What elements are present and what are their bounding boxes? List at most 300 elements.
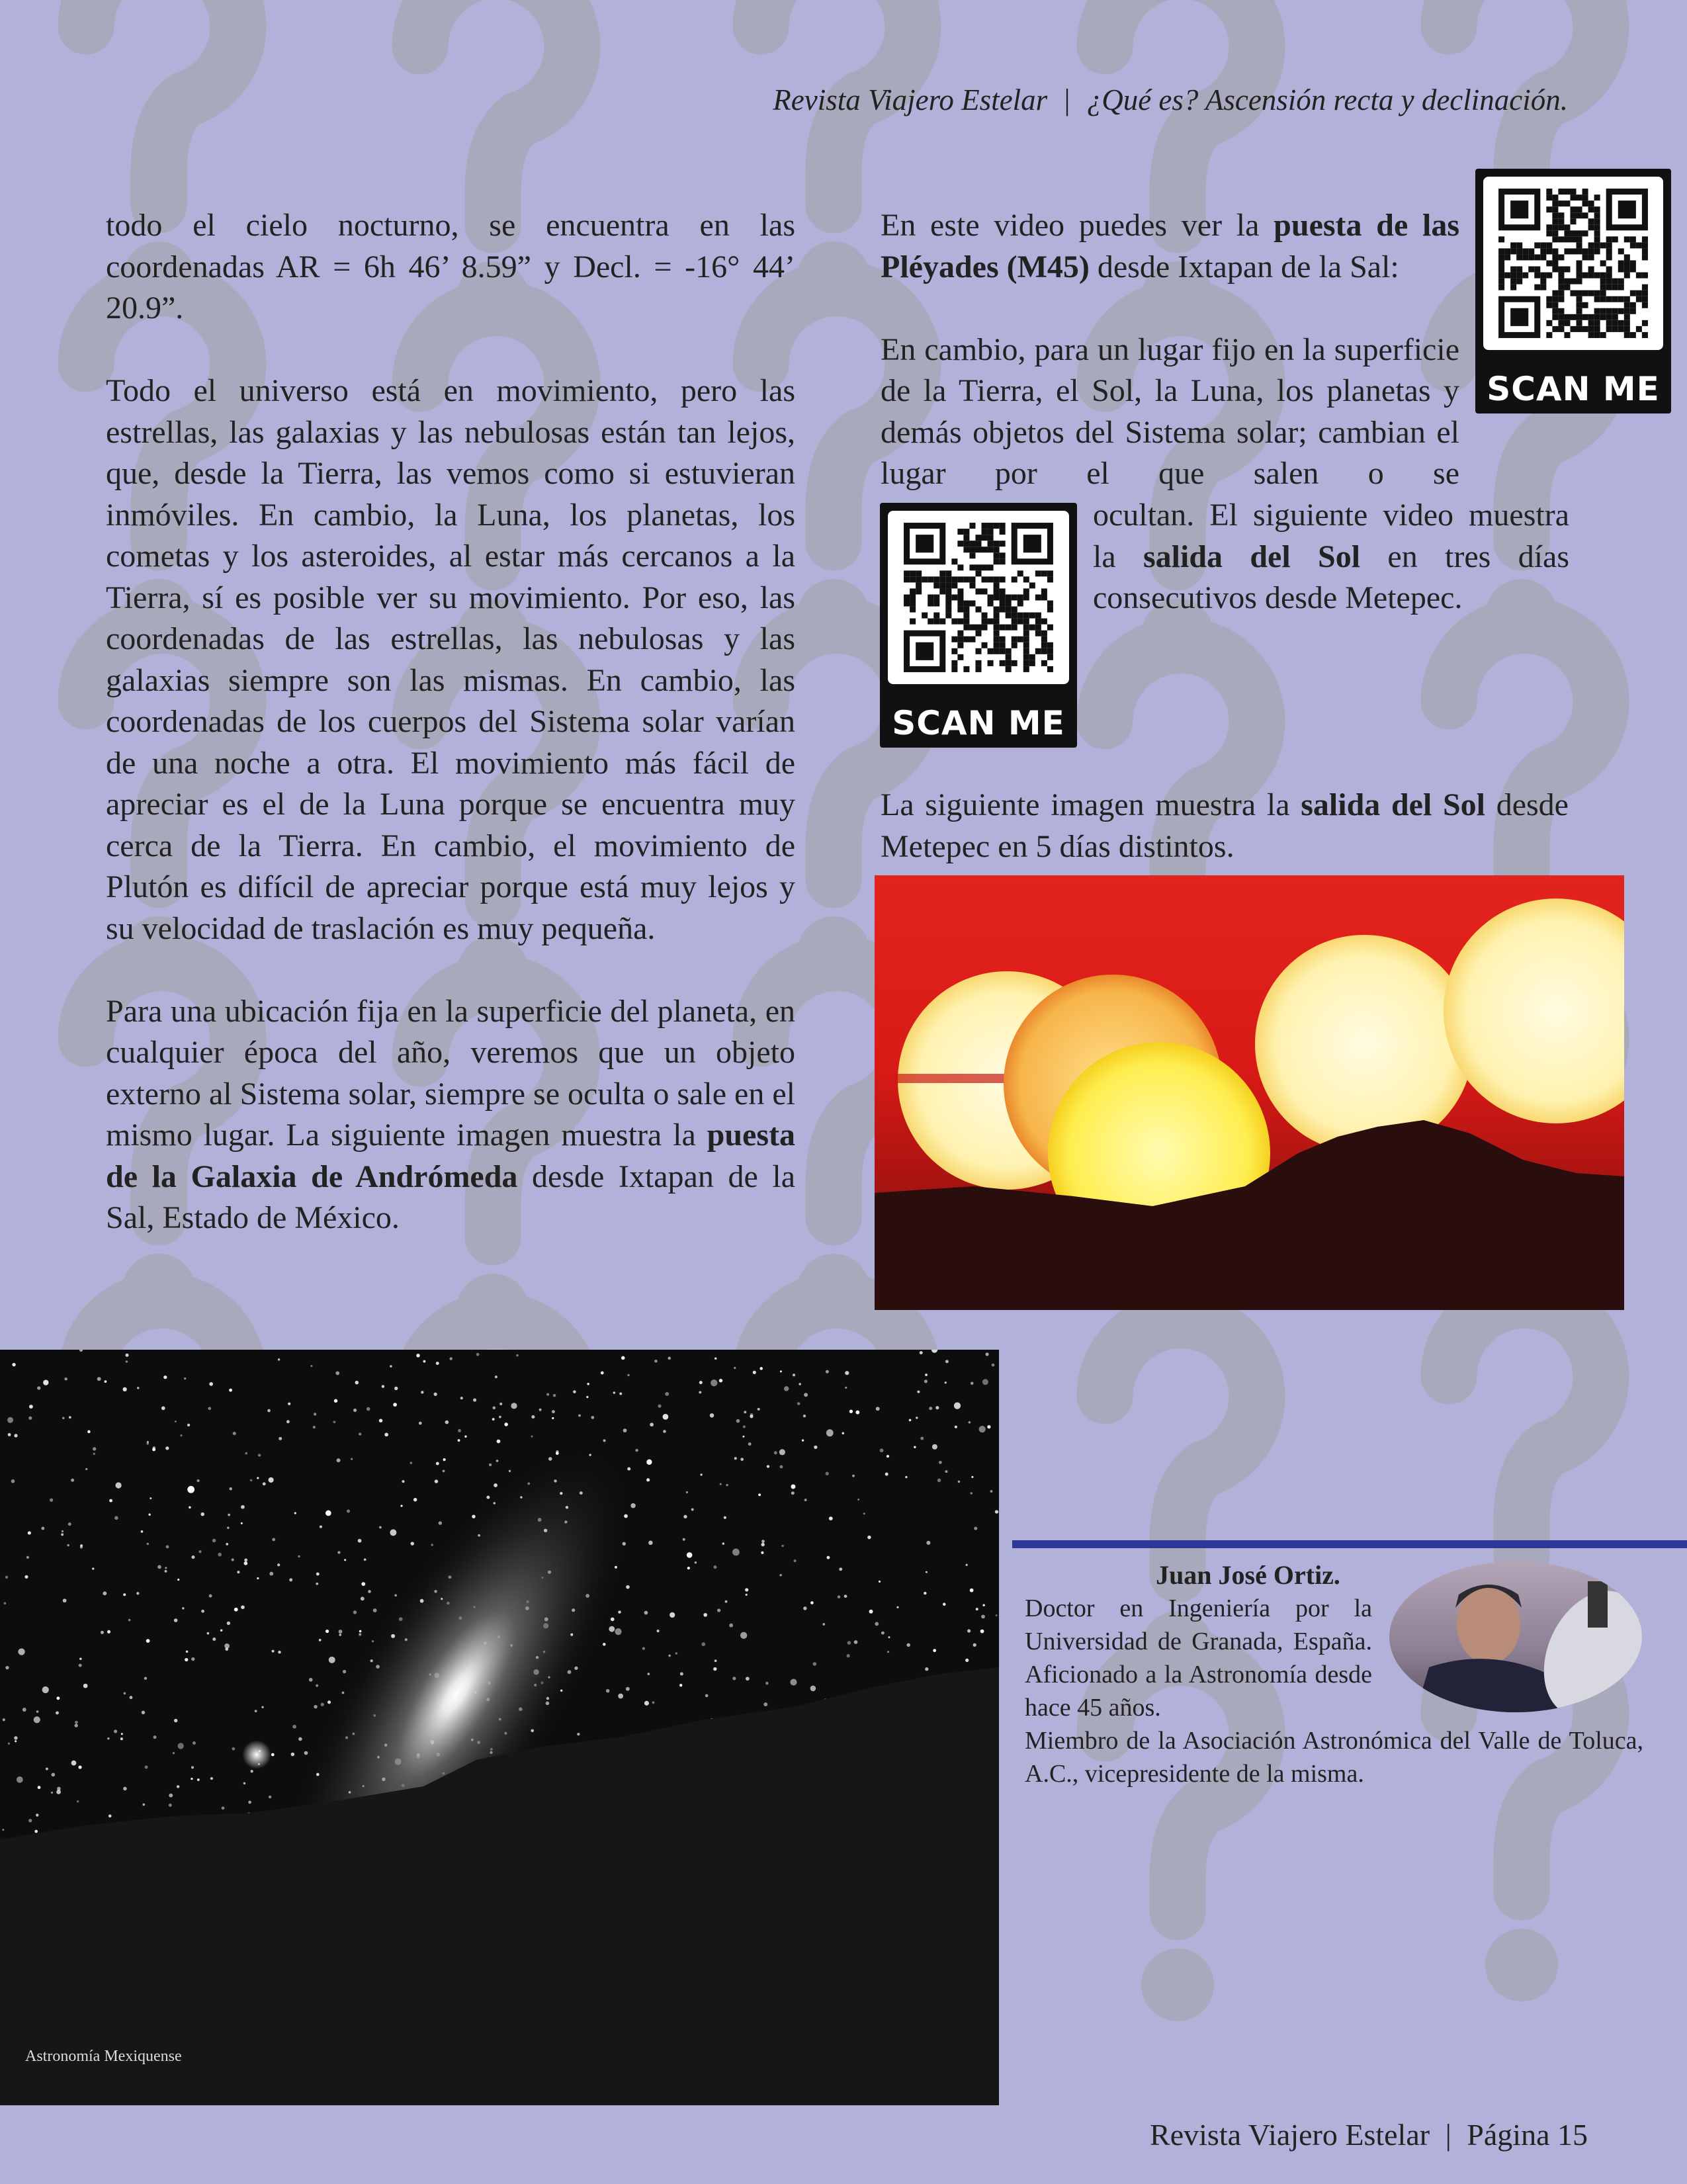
scan-me-label: SCAN ME	[892, 704, 1065, 742]
star	[577, 1733, 580, 1735]
star	[630, 1503, 635, 1508]
star	[680, 1672, 683, 1675]
star	[291, 1753, 294, 1756]
star	[161, 1406, 165, 1410]
star	[212, 1638, 216, 1641]
star	[413, 1498, 417, 1501]
star	[969, 1421, 971, 1424]
star	[24, 1575, 28, 1579]
star	[621, 1356, 625, 1360]
sunrise-metepec-image	[875, 875, 1624, 1310]
star	[36, 1813, 38, 1816]
star	[986, 1352, 989, 1356]
star	[8, 1743, 10, 1745]
star	[732, 1549, 740, 1556]
qr-code-pleiades-video[interactable]	[1475, 169, 1671, 414]
star	[473, 1399, 476, 1402]
star	[107, 1630, 110, 1634]
star	[855, 1411, 859, 1415]
star	[107, 1737, 109, 1739]
star	[829, 1516, 833, 1520]
star	[3, 1602, 6, 1604]
star	[423, 1360, 425, 1363]
star	[218, 1553, 222, 1557]
sun-disc	[1444, 898, 1624, 1123]
star	[804, 1499, 807, 1501]
star	[344, 1559, 346, 1561]
star	[802, 1439, 804, 1441]
star	[187, 1424, 190, 1426]
star	[932, 1444, 937, 1450]
paragraph	[106, 991, 795, 1239]
star	[189, 1507, 191, 1509]
star	[914, 1446, 916, 1448]
text: desde Metepec en 5 días distintos.	[881, 787, 1569, 864]
satellite-galaxy	[242, 1740, 271, 1769]
star	[626, 1687, 630, 1691]
star	[124, 1692, 126, 1694]
star	[163, 1376, 167, 1379]
star	[992, 1364, 995, 1367]
star	[695, 1561, 697, 1563]
star	[644, 1701, 649, 1706]
star	[11, 1479, 15, 1483]
star	[615, 1628, 621, 1635]
star	[141, 1530, 144, 1533]
star	[648, 1673, 650, 1675]
star	[925, 1374, 928, 1376]
star	[665, 1392, 669, 1396]
star	[852, 1475, 855, 1477]
star	[227, 1527, 229, 1529]
star	[982, 1604, 984, 1606]
star	[93, 1453, 95, 1455]
star	[740, 1632, 747, 1639]
star	[736, 1419, 740, 1423]
star	[64, 1377, 67, 1381]
star	[103, 1591, 107, 1595]
star	[314, 1413, 316, 1415]
star	[210, 1777, 213, 1780]
star	[765, 1682, 769, 1685]
star	[556, 1450, 558, 1453]
star	[699, 1381, 703, 1384]
star	[207, 1632, 210, 1635]
star	[373, 1608, 377, 1612]
star	[458, 1429, 461, 1432]
star	[887, 1651, 889, 1653]
star	[845, 1371, 849, 1375]
star	[813, 1662, 817, 1666]
star	[499, 1403, 502, 1405]
paragraph: Todo el universo está en movimiento, pero las estrellas, las galaxias y las nebulosas están tan lejos, que, desde la Tierra, las vemos como si estuvieran inmóviles. En cambio, la Luna, los planetas, los cometas y los asteroides, al estar más cercanos a la Tierra, sí es posible ver su movimiento. Por eso, las coordenadas de las estrellas, las nebulosas y las galaxias siempre son las mismas. En cambio, las coordenadas de los cuerpos del Sistema solar varían de una noche a otra. El movimiento más fácil de apreciar es el de la Luna porque se encuentra muy cerca de la Tierra. En cambio, el movimiento de Plutón es difícil de apreciar porque está muy lejos y su velocidad de traslación es muy pequeña.	[106, 373, 795, 946]
star	[145, 1765, 148, 1769]
star	[125, 1354, 128, 1357]
star	[382, 1385, 384, 1387]
star	[220, 1629, 223, 1632]
star	[945, 1470, 948, 1473]
star	[14, 1434, 17, 1437]
star	[69, 1416, 71, 1419]
star	[411, 1542, 414, 1545]
star	[838, 1595, 841, 1598]
star	[939, 1461, 942, 1464]
star	[431, 1544, 433, 1546]
star	[62, 1417, 65, 1419]
star	[743, 1425, 746, 1428]
star	[416, 1354, 419, 1357]
star	[714, 1357, 717, 1360]
star	[316, 1684, 318, 1687]
author-bio-text: Miembro de la Asociación Astronómica del Valle de Toluca, A.C., vicepresidente de la misma.	[1025, 1727, 1643, 1788]
star	[353, 1409, 357, 1412]
text: En este video puedes ver la	[881, 208, 1274, 243]
star	[51, 1773, 55, 1777]
star	[553, 1394, 556, 1397]
star	[184, 1377, 186, 1379]
star	[701, 1642, 705, 1646]
star	[174, 1719, 177, 1722]
star	[603, 1439, 606, 1442]
star	[359, 1432, 361, 1435]
star	[974, 1527, 977, 1530]
star	[675, 1652, 678, 1655]
star	[916, 1417, 918, 1419]
star	[310, 1365, 312, 1367]
star	[539, 1409, 542, 1411]
star	[248, 1801, 251, 1804]
star	[758, 1493, 761, 1496]
star	[784, 1386, 789, 1391]
paragraph	[1093, 495, 1569, 619]
star	[17, 1776, 23, 1783]
bold-text: puesta de la Galaxia de Andrómeda	[106, 1117, 795, 1194]
star	[36, 1710, 39, 1713]
star	[648, 1541, 653, 1546]
star	[197, 1778, 200, 1781]
star	[286, 1420, 290, 1423]
star	[177, 1785, 179, 1788]
star	[725, 1600, 728, 1603]
star	[699, 1391, 701, 1393]
star	[390, 1365, 392, 1368]
star	[114, 1729, 117, 1733]
photo-credit: Astronomía Mexiquense	[25, 2048, 182, 2065]
star	[464, 1436, 466, 1438]
star	[109, 1499, 112, 1503]
sun-disc	[1255, 935, 1473, 1153]
star	[511, 1403, 517, 1409]
star	[646, 1460, 652, 1465]
star	[241, 1605, 245, 1609]
star	[713, 1667, 716, 1671]
star	[319, 1639, 322, 1641]
star	[691, 1508, 694, 1510]
star	[263, 1482, 266, 1485]
star	[810, 1686, 816, 1692]
star	[742, 1436, 744, 1438]
star	[122, 1387, 126, 1391]
star	[439, 1521, 442, 1524]
star	[128, 1619, 131, 1622]
star	[288, 1403, 290, 1405]
star	[981, 1615, 985, 1619]
star	[654, 1360, 658, 1363]
star	[931, 1350, 937, 1353]
star	[364, 1558, 367, 1561]
star	[679, 1684, 682, 1686]
star	[85, 1468, 87, 1470]
star	[492, 1418, 495, 1420]
star	[75, 1724, 78, 1727]
star	[744, 1411, 746, 1413]
page-number: Página 15	[1467, 2118, 1588, 2152]
paragraph: En cambio, para un lugar fijo en la superficie de la Tierra, el Sol, la Luna, los planetas y demás objetos del Sistema solar; cambian el lugar por el que salen o se	[881, 331, 1459, 491]
star	[108, 1814, 112, 1817]
star	[142, 1804, 145, 1806]
star	[78, 1765, 81, 1769]
star	[781, 1545, 784, 1548]
star	[627, 1374, 629, 1376]
star	[62, 1530, 64, 1532]
star	[178, 1743, 184, 1749]
star	[298, 1555, 300, 1557]
star	[943, 1603, 946, 1606]
star	[732, 1677, 736, 1680]
star	[298, 1737, 302, 1741]
star	[926, 1571, 928, 1573]
star	[875, 1622, 879, 1626]
star	[165, 1446, 169, 1450]
qr-code-pattern	[888, 511, 1069, 684]
star	[578, 1415, 581, 1417]
star	[924, 1592, 926, 1594]
star	[174, 1618, 178, 1622]
star	[277, 1563, 280, 1566]
star	[724, 1516, 726, 1519]
star	[292, 1725, 296, 1729]
star	[954, 1403, 961, 1409]
star	[232, 1558, 234, 1561]
star	[967, 1630, 971, 1633]
star	[945, 1360, 949, 1363]
star	[601, 1372, 604, 1375]
star	[849, 1410, 853, 1413]
star	[137, 1387, 139, 1389]
star	[920, 1436, 924, 1440]
star	[979, 1426, 986, 1432]
star	[71, 1761, 77, 1766]
star	[847, 1654, 850, 1657]
star	[627, 1467, 630, 1471]
star	[734, 1367, 736, 1369]
star	[244, 1558, 247, 1561]
star	[278, 1651, 281, 1654]
star	[826, 1429, 834, 1436]
star	[244, 1561, 248, 1565]
star	[435, 1479, 439, 1483]
star	[79, 1657, 82, 1660]
star	[759, 1367, 763, 1370]
star	[925, 1667, 928, 1671]
star	[987, 1425, 990, 1428]
star	[61, 1533, 64, 1536]
star	[779, 1574, 782, 1577]
star	[321, 1703, 324, 1706]
star	[734, 1457, 737, 1460]
star	[531, 1415, 535, 1419]
star	[196, 1479, 199, 1482]
andromeda-galaxy-image	[0, 1350, 999, 2105]
star	[5, 1666, 9, 1669]
header-separator: |	[1064, 83, 1070, 116]
star	[56, 1696, 60, 1700]
star	[516, 1354, 519, 1357]
star	[361, 1596, 365, 1600]
star	[327, 1700, 331, 1704]
star	[34, 1716, 40, 1723]
star	[619, 1393, 622, 1395]
star	[165, 1567, 167, 1569]
star	[686, 1491, 688, 1493]
star	[57, 1787, 61, 1791]
star	[906, 1643, 910, 1647]
star	[494, 1483, 497, 1487]
star	[635, 1449, 638, 1452]
star	[791, 1484, 795, 1489]
star	[121, 1733, 123, 1735]
star	[917, 1391, 920, 1393]
star	[71, 1479, 74, 1482]
star	[237, 1571, 239, 1573]
star	[271, 1753, 275, 1757]
star	[226, 1543, 228, 1546]
star	[333, 1420, 335, 1423]
star	[337, 1458, 341, 1462]
star	[687, 1552, 693, 1558]
star	[187, 1486, 195, 1493]
author-name: Juan José Ortiz.	[1156, 1560, 1340, 1590]
star	[976, 1608, 978, 1610]
star	[888, 1636, 890, 1638]
qr-code-sunrise-video[interactable]	[880, 503, 1077, 748]
star	[717, 1608, 720, 1612]
star	[746, 1677, 750, 1681]
star	[148, 1514, 150, 1516]
star	[63, 1598, 67, 1602]
star	[37, 1386, 40, 1389]
star	[804, 1393, 808, 1397]
star	[591, 1416, 594, 1419]
star	[384, 1433, 388, 1437]
star	[120, 1737, 123, 1740]
star	[826, 1556, 830, 1559]
star	[626, 1585, 630, 1589]
star	[499, 1416, 501, 1419]
star	[325, 1510, 331, 1516]
star	[703, 1613, 707, 1617]
right-column-top	[881, 205, 1569, 495]
star	[355, 1381, 359, 1385]
star	[22, 1708, 26, 1712]
star	[839, 1567, 842, 1571]
star	[309, 1678, 313, 1682]
star	[552, 1410, 555, 1413]
star	[810, 1601, 814, 1604]
star	[496, 1460, 499, 1462]
star	[995, 1510, 998, 1513]
star	[130, 1696, 133, 1699]
star	[209, 1594, 212, 1598]
star	[971, 1476, 973, 1478]
star	[793, 1374, 795, 1376]
star	[779, 1449, 785, 1455]
star	[115, 1482, 121, 1488]
star	[845, 1387, 847, 1389]
star	[971, 1381, 974, 1385]
star	[229, 1389, 232, 1392]
left-column	[106, 205, 795, 1280]
star	[887, 1455, 889, 1458]
star	[509, 1470, 511, 1472]
star	[80, 1546, 83, 1548]
star	[123, 1593, 126, 1596]
star	[980, 1630, 984, 1634]
star	[18, 1648, 24, 1655]
star	[971, 1492, 973, 1494]
star	[28, 1819, 32, 1822]
star	[937, 1479, 941, 1482]
star	[885, 1473, 888, 1476]
paragraph: todo el cielo nocturno, se encuentra en las coordenadas AR = 6h 46’ 8.59” y Decl. = -16° 44’ 20.9”.	[106, 208, 795, 326]
star	[258, 1454, 261, 1457]
star	[826, 1370, 829, 1374]
star	[234, 1608, 238, 1612]
star	[77, 1800, 79, 1802]
star	[367, 1407, 370, 1411]
star	[990, 1490, 993, 1493]
star	[857, 1499, 859, 1501]
star	[863, 1512, 865, 1514]
text: ocultan. El siguiente video muestra la	[1093, 498, 1569, 574]
sunrise-composite-photo	[875, 875, 1624, 1310]
qr-code-pattern	[1483, 177, 1663, 350]
star	[720, 1483, 722, 1485]
star	[445, 1420, 449, 1424]
star	[5, 1576, 8, 1579]
star	[101, 1631, 104, 1634]
star	[618, 1610, 621, 1613]
star	[443, 1470, 445, 1473]
star	[879, 1581, 881, 1583]
scan-me-label: SCAN ME	[1487, 370, 1660, 408]
star	[791, 1491, 795, 1495]
star	[652, 1701, 655, 1704]
star	[191, 1657, 195, 1661]
star	[255, 1710, 257, 1712]
author-bio	[1025, 1559, 1643, 1790]
star	[186, 1650, 189, 1653]
star	[793, 1559, 796, 1562]
star	[896, 1606, 898, 1608]
star	[434, 1393, 437, 1396]
star	[613, 1391, 615, 1393]
star	[114, 1516, 118, 1520]
author-divider	[1012, 1540, 1687, 1548]
star	[646, 1478, 650, 1481]
star	[757, 1408, 760, 1411]
star	[650, 1422, 654, 1426]
